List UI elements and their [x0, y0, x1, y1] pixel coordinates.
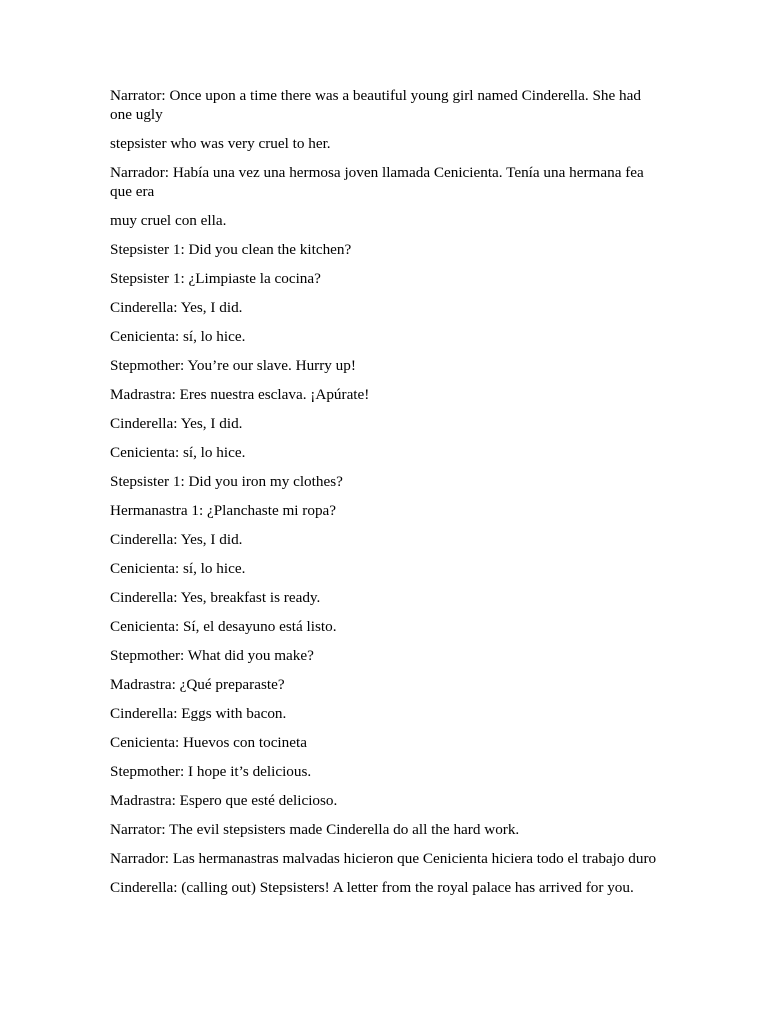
script-line: Narrador: Había una vez una hermosa joven llamada Cenicienta. Tenía una hermana fea que era — [110, 164, 644, 200]
script-line: Stepmother: You’re our slave. Hurry up! — [110, 357, 356, 374]
script-line: Cenicienta: Huevos con tocineta — [110, 734, 307, 751]
script-line: Madrastra: Espero que esté delicioso. — [110, 792, 338, 809]
script-line: Hermanastra 1: ¿Planchaste mi ropa? — [110, 502, 337, 519]
script-line: Cenicienta: sí, lo hice. — [110, 560, 246, 577]
script-line: Stepmother: What did you make? — [110, 647, 314, 664]
script-line: Cenicienta: sí, lo hice. — [110, 328, 246, 345]
script-line: Cinderella: (calling out) Stepsisters! A letter from the royal palace has arrived for you. — [110, 879, 634, 896]
script-line: Narrator: The evil stepsisters made Cinderella do all the hard work. — [110, 821, 520, 838]
script-line: Stepmother: I hope it’s delicious. — [110, 763, 312, 780]
script-line: Stepsister 1: ¿Limpiaste la cocina? — [110, 270, 321, 287]
script-line: Cinderella: Yes, breakfast is ready. — [110, 589, 321, 606]
script-line: Madrastra: ¿Qué preparaste? — [110, 676, 285, 693]
script-line: Cinderella: Yes, I did. — [110, 531, 243, 548]
script-line: Stepsister 1: Did you iron my clothes? — [110, 473, 343, 490]
script-line: Cenicienta: sí, lo hice. — [110, 444, 246, 461]
script-line: Madrastra: Eres nuestra esclava. ¡Apúrate! — [110, 386, 370, 403]
script-line: Narrator: Once upon a time there was a beautiful young girl named Cinderella. She had one ugly — [110, 87, 641, 123]
script-line: Narrador: Las hermanastras malvadas hicieron que Cenicienta hiciera todo el trabajo duro — [110, 850, 657, 867]
script-line: Cenicienta: Sí, el desayuno está listo. — [110, 618, 337, 635]
script-body — [110, 86, 662, 907]
script-line: muy cruel con ella. — [110, 212, 227, 229]
script-line: Stepsister 1: Did you clean the kitchen? — [110, 241, 352, 258]
script-line: Cinderella: Eggs with bacon. — [110, 705, 287, 722]
script-line: Cinderella: Yes, I did. — [110, 299, 243, 316]
script-line: Cinderella: Yes, I did. — [110, 415, 243, 432]
script-line: stepsister who was very cruel to her. — [110, 135, 331, 152]
